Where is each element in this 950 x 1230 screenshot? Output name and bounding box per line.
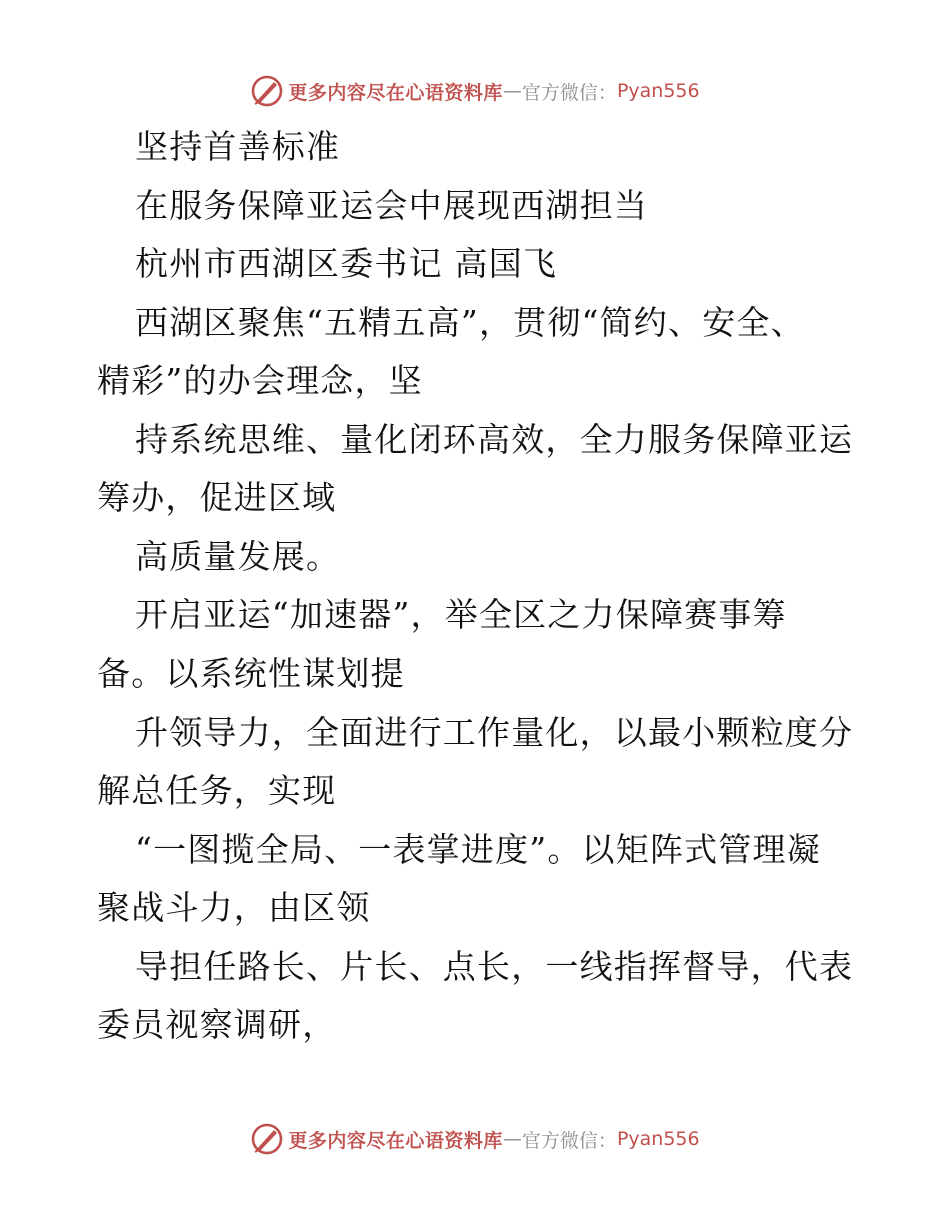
paragraph-line: 解总任务，实现 [97,771,337,810]
watermark-title: 更多内容尽在心语资料库 [288,1129,503,1152]
watermark-separator: — [502,1128,522,1150]
author-line: 杭州市西湖区委书记 高国飞 [135,244,558,283]
header-watermark [0,71,950,111]
paragraph-line: “一图揽全局、一表掌进度”。以矩阵式管理凝 [135,830,821,869]
paragraph-line: 开启亚运“加速器”，举全区之力保障赛事筹 [135,595,787,634]
watermark-title: 更多内容尽在心语资料库 [288,81,503,104]
quill-pen-logo-icon [250,1122,284,1156]
paragraph-line: 精彩”的办会理念，坚 [97,361,423,400]
watermark-wechat-id: Pyan556 [616,80,700,102]
quill-pen-logo-icon [250,74,284,108]
watermark-wechat-label: 官方微信： [521,81,617,104]
paragraph-line: 西湖区聚焦“五精五高”，贯彻“简约、安全、 [135,303,805,342]
paragraph-line: 导担任路长、片长、点长，一线指挥督导，代表 [135,947,854,986]
heading-line: 坚持首善标准 [135,127,341,166]
paragraph-line: 筹办，促进区域 [97,478,337,517]
paragraph-line: 委员视察调研， [97,1005,337,1044]
watermark-separator: — [502,80,522,102]
watermark-wechat-label: 官方微信： [521,1129,617,1152]
paragraph-line: 升领导力，全面进行工作量化，以最小颗粒度分 [135,713,854,752]
subheading-line: 在服务保障亚运会中展现西湖担当 [135,186,648,225]
paragraph-line: 持系统思维、量化闭环高效，全力服务保障亚运 [135,420,854,459]
paragraph-line: 聚战斗力，由区领 [97,888,371,927]
paragraph-line: 备。以系统性谋划提 [97,654,405,693]
watermark-wechat-id: Pyan556 [616,1128,700,1150]
paragraph-line: 高质量发展。 [135,537,341,576]
footer-watermark [0,1119,950,1159]
